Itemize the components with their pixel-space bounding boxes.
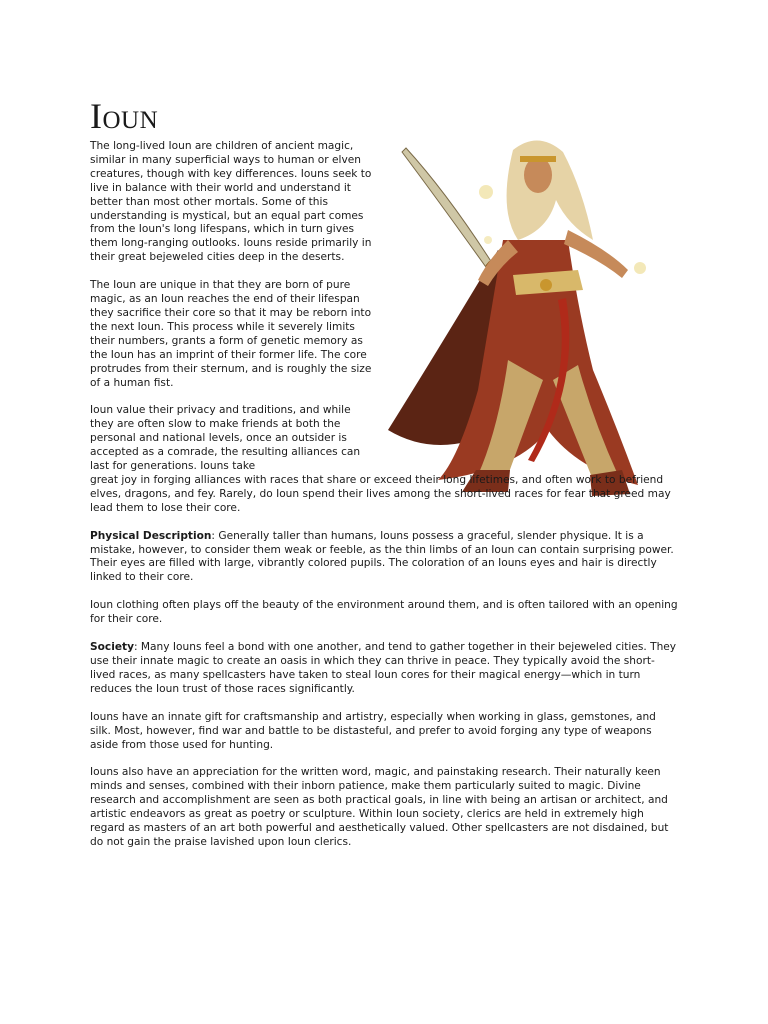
physical-text: : Generally taller than humans, Iouns possess a graceful, slender physique. It is a mistake, however, to consider them weak or feeble, as the thin limbs of an Ioun can contain surprising power. Their eyes are filled with large, vibrantly colored pupils. The coloration of an Iouns eyes and hair is directly linked to their core. [90, 529, 674, 584]
paragraph-traditions [90, 404, 680, 515]
paragraph-physical [90, 530, 680, 586]
traditions-text-wide: great joy in forging alliances with races that share or exceed their long lifetimes, and often work to befriend elves, dragons, and fey. Rarely, do Ioun spend their lives among the short-lived races for fear that greed may lead them to lose their core. [90, 473, 671, 514]
paragraph-intro: The long-lived Ioun are children of ancient magic, similar in many superficial ways to human or elven creatures, though with key differences. Iouns seek to live in balance with their world and understand it better than most other mortals. Some of this understanding is mystical, but an equal part comes from the Ioun's long lifespans, which in turn gives them long-ranging outlooks. Iouns reside primarily in their great bejeweled cities deep in the deserts. [90, 140, 372, 264]
traditions-text-narrow: Ioun value their privacy and traditions, and while they are often slow to make friends at both the personal and national levels, once an outsider is accepted as a comrade, the resulting alliances can last for generations. Iouns take [90, 404, 361, 473]
paragraph-core: The Ioun are unique in that they are born of pure magic, as an Ioun reaches the end of their lifespan they sacrifice their core so that it may be reborn into the next Ioun. This process while it severely limits their numbers, grants a form of genetic memory as the Ioun has an imprint of their former life. The core protrudes from their sternum, and is roughly the size of a human fist. [90, 279, 372, 389]
society-text: : Many Iouns feel a bond with one another, and tend to gather together in their bejeweled cities. They use their innate magic to create an oasis in which they can thrive in peace. They typically avoid the short-lived races, as many spellcasters have taken to steal Ioun cores for their magical energy—which in turn reduces the Ioun trust of those races significantly. [90, 641, 677, 695]
paragraph-society [90, 641, 680, 697]
paragraph-craft: Iouns have an innate gift for craftsmanship and artistry, especially when working in glass, gemstones, and silk. Most, however, find war and battle to be distasteful, and prefer to avoid forging any type of weapons aside from those used for hunting. [90, 710, 656, 751]
body-text [90, 140, 680, 864]
society-label: Society [90, 641, 134, 654]
paragraph-clothing: Ioun clothing often plays off the beauty of the environment around them, and is often tailored with an opening for their core. [90, 599, 678, 626]
page-title: Ioun [90, 96, 159, 136]
paragraph-magic: Iouns also have an appreciation for the written word, magic, and painstaking research. Their naturally keen minds and senses, combined with their inborn patience, make them particularly suited to magic. Divine research and accomplishment are seen as both practical goals, in line with being an artisan or architect, and artistic endeavors as great as poetry or sculpture. Within Ioun society, clerics are held in extremely high regard as masters of an art both powerful and aesthetically valued. Other spellcasters are not disdained, but do not gain the praise lavished upon Ioun clerics. [90, 766, 669, 848]
physical-label: Physical Description [90, 529, 212, 542]
